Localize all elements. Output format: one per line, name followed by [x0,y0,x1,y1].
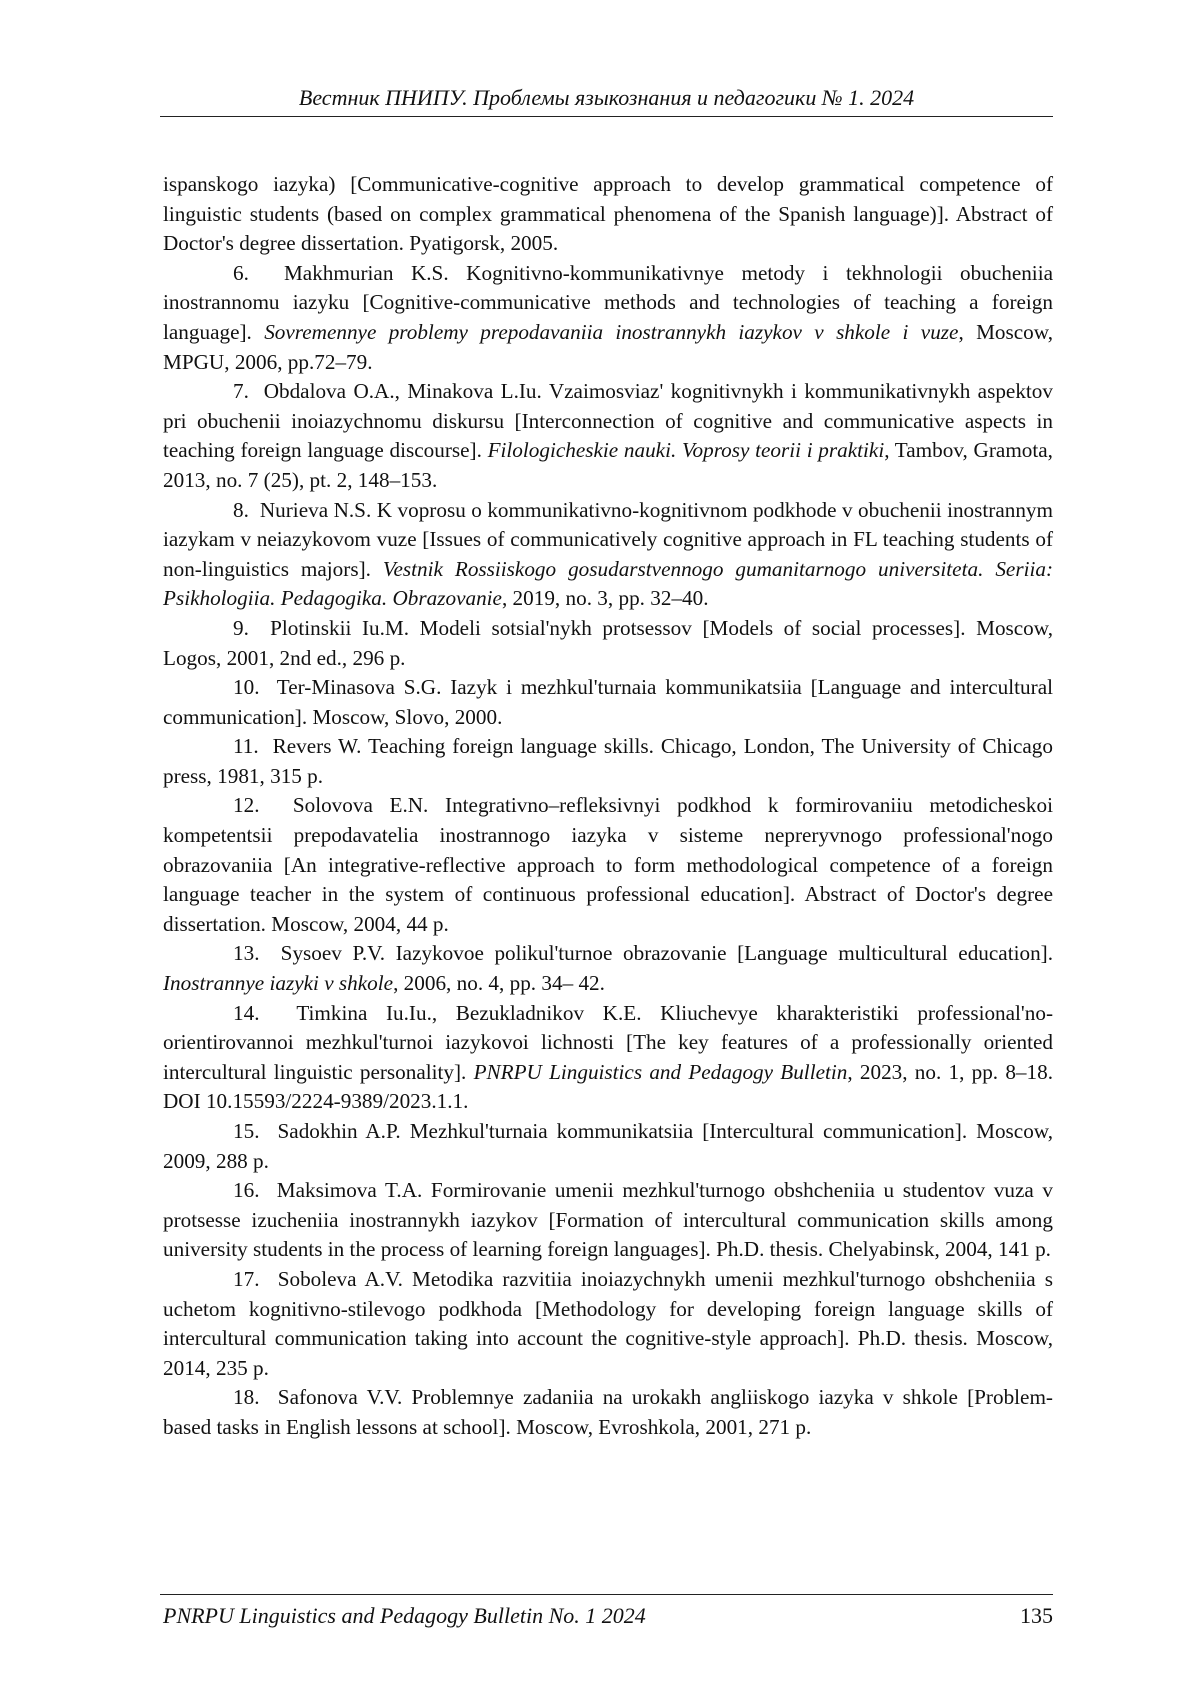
reference-text: ispanskogo iazyka) [Communicative-cognitive approach to develop grammatical competence of linguistic students (based on complex grammatical phenomena of the Spanish language)]. Abstract of Doctor's degree dissertation. Pyatigorsk, 2005. [163,172,1053,255]
reference-text: Plotinskii Iu.M. Modeli sotsial'nykh protsessov [Models of social processes]. Moscow, Logos, 2001, 2nd ed., 296 p. [163,616,1053,670]
reference-number: 17. [233,1267,259,1291]
reference-number: 13. [233,941,259,965]
reference-number: 10. [233,675,259,699]
reference-item [163,1383,1053,1442]
reference-source-title: Inostrannye iazyki v shkole [163,971,393,995]
reference-text: Sysoev P.V. Iazykovoe polikul'turnoe obrazovanie [Language multicultural education]. [281,941,1053,965]
reference-number: 9. [233,616,249,640]
reference-item [163,673,1053,732]
reference-text: , 2019, no. 3, pp. 32–40. [502,586,709,610]
reference-number: 8. [233,498,249,522]
reference-item [163,259,1053,377]
reference-item [163,999,1053,1117]
reference-number: 7. [233,379,249,403]
reference-item [163,1176,1053,1265]
reference-text: Timkina Iu.Iu., Bezukladnikov K.E. Kliuchevye kharakteristiki professional'no-orientirovannoi mezhkul'turnoi iazykovoi lichnosti [The key features of a professionally oriented intercultural linguistic personality]. [163,1001,1053,1084]
page-footer [163,1602,1053,1630]
reference-source-title: Sovremennye problemy prepodavaniia inostrannykh iazykov v shkole i vuze [264,320,958,344]
reference-number: 6. [233,261,249,285]
reference-item [163,791,1053,939]
reference-text: Solovova E.N. Integrativno–refleksivnyi podkhod k formirovaniiu metodicheskoi kompetentsii prepodavatelia inostrannogo iazyka v sisteme nepreryvnogo professional'nogo obrazovaniia [An integrative-reflective approach to form methodological competence of a foreign language teacher in the system of continuous professional education]. Abstract of Doctor's degree dissertation. Moscow, 2004, 44 p. [163,793,1053,935]
reference-text: Safonova V.V. Problemnye zadaniia na urokakh angliiskogo iazyka v shkole [Problem-based tasks in English lessons at school]. Moscow, Evroshkola, 2001, 271 p. [163,1385,1053,1439]
reference-item [163,939,1053,998]
reference-number: 16. [233,1178,259,1202]
reference-item [163,377,1053,495]
running-header: Вестник ПНИПУ. Проблемы языкознания и педагогики № 1. 2024 [160,84,1053,112]
reference-text: Ter-Minasova S.G. Iazyk i mezhkul'turnaia kommunikatsiia [Language and intercultural communication]. Moscow, Slovo, 2000. [163,675,1053,729]
reference-text: , Tambov, Gramota, 2013, no. 7 (25), pt. 2, 148–153. [163,438,1053,492]
reference-text: Nurieva N.S. K voprosu o kommunikativno-kognitivnom podkhode v obuchenii inostrannym iazykam v neiazykovom vuze [Issues of communicatively cognitive approach in FL teaching students of non-linguistics majors]. [163,498,1053,581]
reference-number: 15. [233,1119,259,1143]
footer-journal-title: PNRPU Linguistics and Pedagogy Bulletin No. 1 2024 [163,1603,646,1628]
reference-text: Obdalova O.A., Minakova L.Iu. Vzaimosviaz' kognitivnykh i kommunikativnykh aspektov pri obuchenii inoiazychnomu diskursu [Interconnection of cognitive and communicative aspects in teaching foreign language discourse]. [163,379,1053,462]
reference-source-title: PNRPU Linguistics and Pedagogy Bulletin [474,1060,848,1084]
reference-item [163,1265,1053,1383]
reference-text: Makhmurian K.S. Kognitivno-kommunikativnye metody i tekhnologii obucheniia inostrannomu iazyku [Cognitive-communicative methods and technologies of teaching a foreign language]. [163,261,1053,344]
reference-item [163,614,1053,673]
reference-item [163,732,1053,791]
reference-text: Maksimova T.A. Formirovanie umenii mezhkul'turnogo obshcheniia u studentov vuza v protsesse izucheniia inostrannykh iazykov [Formation of intercultural communication skills among university students in the process of learning foreign languages]. Ph.D. thesis. Chelyabinsk, 2004, 141 p. [163,1178,1053,1261]
reference-text: Soboleva A.V. Metodika razvitiia inoiazychnykh umenii mezhkul'turnogo obshcheniia s uchetom kognitivno-stilevogo podkhoda [Methodology for developing foreign language skills of intercultural communication taking into account the cognitive-style approach]. Ph.D. thesis. Moscow, 2014, 235 p. [163,1267,1053,1380]
reference-number: 18. [233,1385,259,1409]
reference-text: , 2006, no. 4, pp. 34– 42. [393,971,605,995]
reference-number: 12. [233,793,259,817]
reference-item [163,1117,1053,1176]
reference-text: Sadokhin A.P. Mezhkul'turnaia kommunikatsiia [Intercultural communication]. Moscow, 2009, 288 p. [163,1119,1053,1173]
reference-number: 14. [233,1001,259,1025]
reference-list [163,170,1053,1443]
reference-item [163,170,1053,259]
reference-item [163,496,1053,614]
reference-text: , Moscow, MPGU, 2006, pp.72–79. [163,320,1053,374]
reference-source-title: Vestnik Rossiiskogo gosudarstvennogo gumanitarnogo universiteta. Seriia: Psikhologiia. Pedagogika. Obrazovanie [163,557,1053,611]
reference-text: , 2023, no. 1, pp. 8–18. DOI 10.15593/2224-9389/2023.1.1. [163,1060,1053,1114]
reference-source-title: Filologicheskie nauki. Voprosy teorii i praktiki [488,438,885,462]
reference-number: 11. [233,734,259,758]
page-number: 135 [1020,1602,1053,1630]
reference-text: Revers W. Teaching foreign language skills. Chicago, London, The University of Chicago press, 1981, 315 p. [163,734,1053,788]
header-rule [160,116,1053,117]
footer-rule [160,1594,1053,1595]
